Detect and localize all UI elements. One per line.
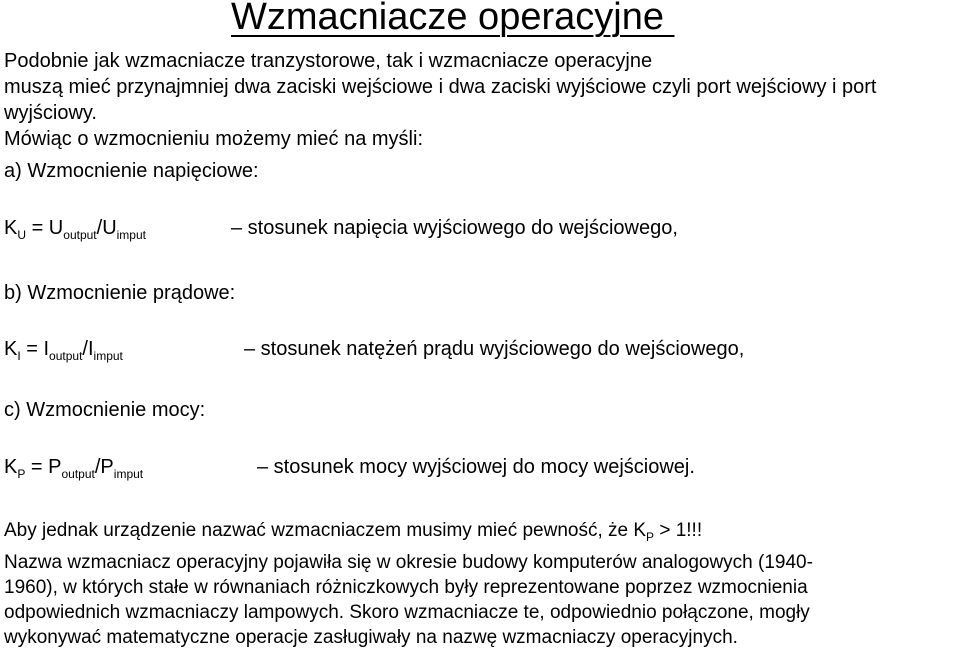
formula-subscript: imput [116,228,146,242]
condition-text: > 1!!! [654,520,703,541]
history-line: 1960), w których stałe w równaniach różniczkowych były reprezentowane poprzez wzmocnienia [4,577,808,598]
formula-symbol: K [4,338,18,360]
formula-symbol: = P [25,456,62,478]
history-paragraph [4,550,813,650]
history-line: Nazwa wzmacniacz operacyjny pojawiła się w okresie budowy komputerów analogowych (1940- [4,552,813,573]
intro-line: Podobnie jak wzmacniacze tranzystorowe, tak i wzmacniacze operacyjne [4,50,653,72]
formula-subscript: output [49,349,83,363]
formula-symbol: K [4,456,18,478]
condition-text: Aby jednak urządzenie nazwać wzmacniaczem musimy mieć pewność, że K [4,520,647,541]
power-gain-heading: c) Wzmocnienie mocy: [4,399,206,421]
voltage-gain-description: – stosunek napięcia wyjściowego do wejściowego, [231,217,678,239]
current-gain-heading: b) Wzmocnienie prądowe: [4,282,236,304]
gain-condition-note [4,518,702,550]
formula-symbol: K [4,217,18,239]
condition-subscript: P [646,530,655,544]
formula-subscript: U [17,228,27,242]
formula-symbol: /U [96,217,117,239]
power-gain-description: – stosunek mocy wyjściowej do mocy wejściowej. [257,456,695,478]
formula-symbol: /I [82,338,94,360]
formula-subscript: output [61,467,95,481]
formula-symbol: = I [20,338,50,360]
intro-paragraph [4,48,876,152]
formula-symbol: /P [94,456,114,478]
formula-subscript: imput [113,467,144,481]
formula-subscript: imput [93,349,123,363]
formula-symbol: = U [26,217,64,239]
voltage-gain-heading: a) Wzmocnienie napięciowe: [4,160,259,182]
intro-line: muszą mieć przynajmniej dwa zaciski wejściowe i dwa zaciski wyjściowe czyli port wejściowy i port [4,76,877,98]
page-title: Wzmacniacze operacyjne [231,0,675,38]
intro-line: wyjściowy. [4,102,97,124]
current-gain-formula [4,338,123,363]
voltage-gain-formula [4,217,146,242]
formula-subscript: I [17,349,21,363]
history-line: odpowiednich wzmacniaczy lampowych. Skoro wzmacniacze te, odpowiednio połączone, mogły [4,602,810,623]
formula-subscript: output [63,228,97,242]
formula-subscript: P [17,467,26,481]
power-gain-formula [4,456,143,481]
current-gain-description: – stosunek natężeń prądu wyjściowego do wejściowego, [244,338,745,360]
history-line: wykonywać matematyczne operacje zasługiwały na nazwę wzmacniaczy operacyjnych. [4,627,738,648]
intro-line: Mówiąc o wzmocnieniu możemy mieć na myśli: [4,128,424,150]
